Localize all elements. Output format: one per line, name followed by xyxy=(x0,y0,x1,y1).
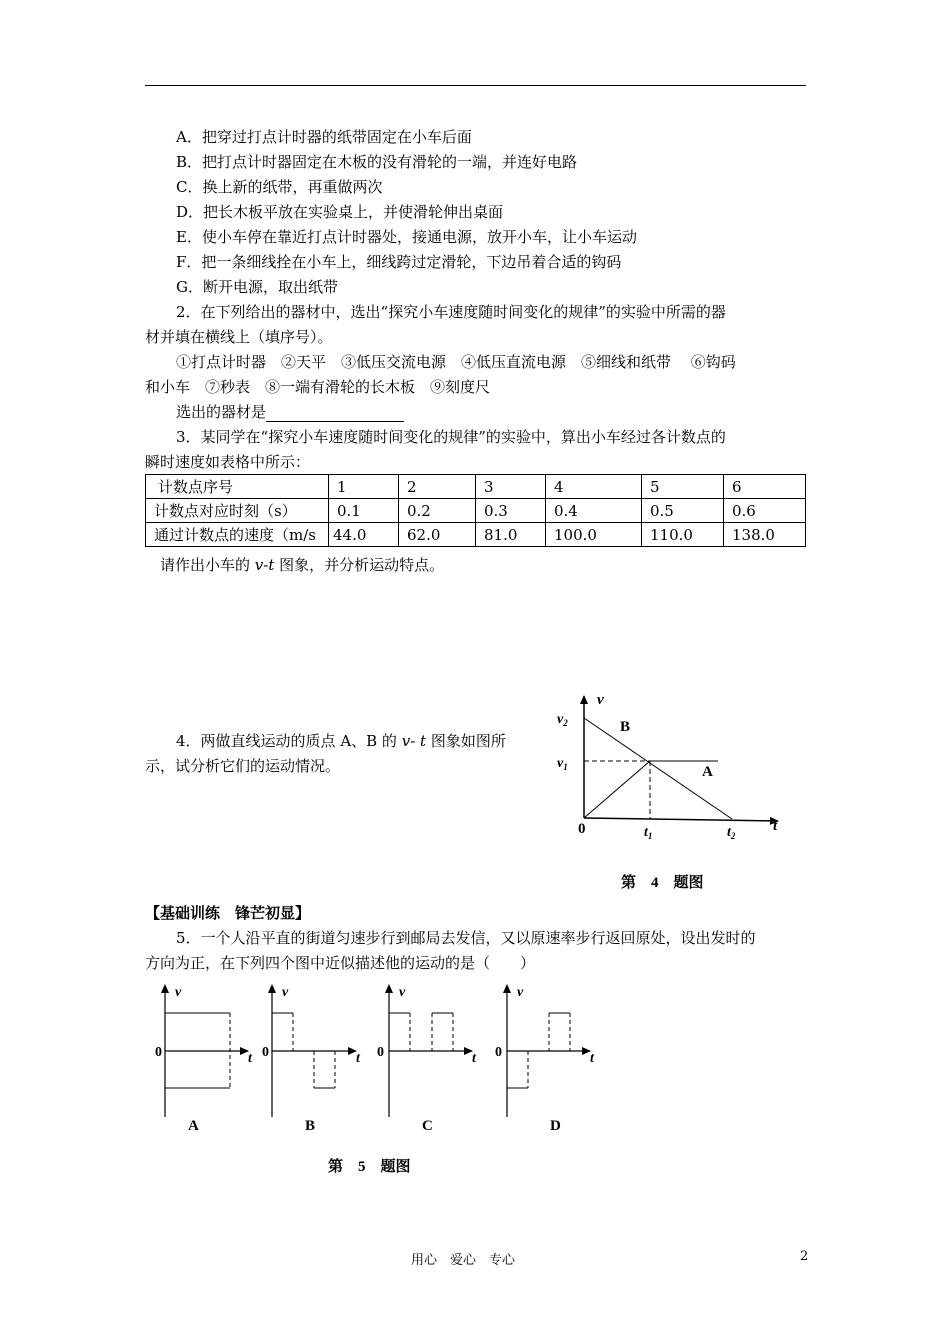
graph-d-origin: 0 xyxy=(495,1045,502,1060)
q3-instruction-vt: v-t xyxy=(254,556,275,574)
table-cell: 1 xyxy=(329,475,399,499)
q5-graphs xyxy=(150,980,610,1140)
q3-instruction-pre: 请作出小车的 xyxy=(160,556,255,574)
graph-c-label: C xyxy=(422,1118,433,1134)
table-cell: 计数点对应时刻（s） xyxy=(146,499,329,523)
graph-a-v: v xyxy=(175,985,182,1000)
q5-text-line2: 方向为正，在下列四个图中近似描述他的运动的是（ ） xyxy=(145,954,536,972)
t2-label: $t_2$ xyxy=(727,825,736,841)
q2-text-line1: 2．在下列给出的器材中，选出“探究小车速度随时间变化的规律”的实验中所需的器 xyxy=(176,303,726,321)
graph-b-label: B xyxy=(305,1118,316,1134)
table-cell: 110.0 xyxy=(642,523,724,547)
table-cell: 100.0 xyxy=(546,523,642,547)
table-cell: 计数点序号 xyxy=(146,475,329,499)
q5-caption: 第 5 题图 xyxy=(328,1159,411,1175)
graph-d-label: D xyxy=(550,1118,561,1134)
line-a-rising xyxy=(584,761,650,818)
graph-b-t: t xyxy=(356,1051,360,1066)
t1-label: $t_1$ xyxy=(644,825,653,841)
graph-a-origin: 0 xyxy=(155,1045,162,1060)
graph-a xyxy=(155,985,253,1134)
step-f: F．把一条细线拴在小车上，细线跨过定滑轮，下边吊着合适的钩码 xyxy=(176,253,622,271)
v-axis-label: v xyxy=(597,692,604,708)
q4-text-post: 图象如图所 xyxy=(426,732,506,750)
graph-c-t: t xyxy=(472,1051,476,1066)
q4-text-line1 xyxy=(176,731,506,751)
table-cell: 0.5 xyxy=(642,499,724,523)
table-cell: 0.3 xyxy=(476,499,546,523)
table-cell: 通过计数点的速度（m/s xyxy=(146,523,329,547)
q2-answer-label: 选出的器材是 xyxy=(176,403,267,421)
table-row xyxy=(146,523,806,547)
step-e: E．使小车停在靠近打点计时器处，接通电源，放开小车，让小车运动 xyxy=(176,228,637,246)
table-cell: 138.0 xyxy=(724,523,806,547)
q2-options-line2: 和小车 ⑦秒表 ⑧一端有滑轮的长木板 ⑨刻度尺 xyxy=(145,378,491,396)
header-rule xyxy=(145,85,806,86)
q4-text-vt: v- t xyxy=(401,732,427,750)
table-cell: 0.6 xyxy=(724,499,806,523)
table-cell: 0.1 xyxy=(329,499,399,523)
q4-text-line2: 示，试分析它们的运动情况。 xyxy=(145,757,341,775)
q5-text-line1: 5．一个人沿平直的街道匀速步行到邮局去发信，又以原速率步行返回原处，设出发时的 xyxy=(176,929,756,947)
table-cell: 6 xyxy=(724,475,806,499)
table-cell: 0.4 xyxy=(546,499,642,523)
q3-instruction xyxy=(160,555,444,575)
q3-text-line1: 3．某同学在“探究小车速度随时间变化的规律”的实验中，算出小车经过各计数点的 xyxy=(176,428,726,446)
line-b-label: B xyxy=(620,719,631,735)
t-axis xyxy=(584,818,778,821)
q4-caption: 第 4 题图 xyxy=(621,875,704,891)
page-number: 2 xyxy=(800,1249,809,1264)
table-cell: 62.0 xyxy=(399,523,476,547)
v2-label: $v_2$ xyxy=(557,712,568,728)
table-cell: 44.0 xyxy=(329,523,399,547)
graph-c-v: v xyxy=(399,985,406,1000)
q3-instruction-post: 图象，并分析运动特点。 xyxy=(274,556,445,574)
q2-text-line2: 材并填在横线上（填序号）。 xyxy=(145,328,333,346)
graph-a-label: A xyxy=(188,1118,199,1134)
footer-motto: 用心 爱心 专心 xyxy=(411,1253,516,1268)
table-cell: 81.0 xyxy=(476,523,546,547)
section-title: 【基础训练 锋芒初显】 xyxy=(145,904,311,922)
origin-label: 0 xyxy=(578,821,586,837)
q2-answer xyxy=(176,402,404,422)
graph-a-t: t xyxy=(248,1051,252,1066)
table-row xyxy=(146,475,806,499)
line-a-label: A xyxy=(702,764,713,780)
graph-c xyxy=(377,985,477,1134)
t-axis-label: t xyxy=(773,818,778,834)
step-g: G．断开电源，取出纸带 xyxy=(176,278,338,296)
q4-vt-graph xyxy=(540,688,800,848)
step-d: D．把长木板平放在实验桌上，并使滑轮伸出桌面 xyxy=(176,203,504,221)
graph-b xyxy=(262,985,361,1134)
table-cell: 4 xyxy=(546,475,642,499)
table-cell: 3 xyxy=(476,475,546,499)
velocity-table xyxy=(145,474,806,547)
step-c: C．换上新的纸带，再重做两次 xyxy=(176,178,383,196)
step-a: A．把穿过打点计时器的纸带固定在小车后面 xyxy=(176,128,472,146)
graph-c-origin: 0 xyxy=(377,1045,384,1060)
graph-d xyxy=(495,985,595,1134)
v1-label: $v_1$ xyxy=(557,756,568,772)
graph-b-origin: 0 xyxy=(262,1045,269,1060)
table-cell: 0.2 xyxy=(399,499,476,523)
graph-d-v: v xyxy=(517,985,524,1000)
table-row xyxy=(146,499,806,523)
table-cell: 5 xyxy=(642,475,724,499)
q4-text-pre: 4．两做直线运动的质点 A、B 的 xyxy=(176,732,402,750)
q2-options-line1: ①打点计时器 ②天平 ③低压交流电源 ④低压直流电源 ⑤细线和纸带 ⑥钩码 xyxy=(176,353,736,371)
table-cell: 2 xyxy=(399,475,476,499)
graph-d-t: t xyxy=(590,1051,594,1066)
step-b: B．把打点计时器固定在木板的没有滑轮的一端，并连好电路 xyxy=(176,153,578,171)
q3-text-line2: 瞬时速度如表格中所示： xyxy=(145,453,311,471)
graph-b-v: v xyxy=(282,985,289,1000)
q2-answer-blank[interactable] xyxy=(266,405,404,422)
